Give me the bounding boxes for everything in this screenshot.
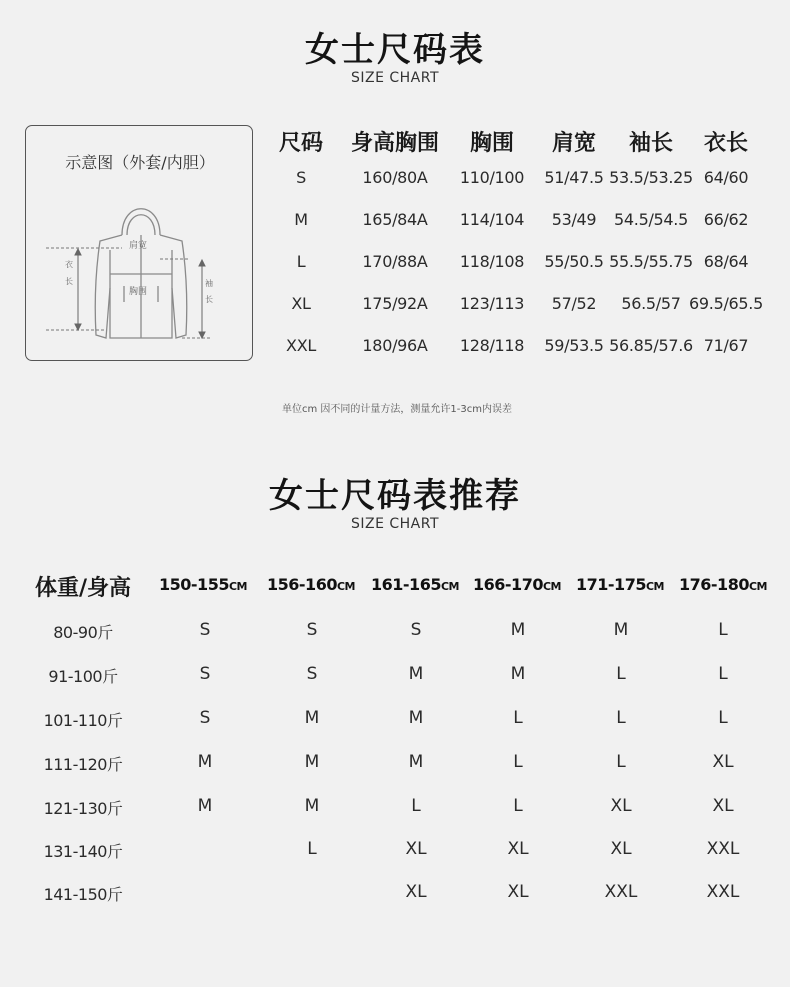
table-cell: L <box>513 752 523 772</box>
table-cell: M <box>197 796 213 816</box>
table-cell: 56.85/57.6 <box>609 336 693 355</box>
table-cell: M <box>613 620 629 640</box>
table-cell: L <box>411 796 421 816</box>
height-header: 150-155CM <box>159 575 247 594</box>
table-cell: M <box>408 708 424 728</box>
shoulder-label: 肩宽 <box>129 241 148 251</box>
weight-row-label: 121-130斤 <box>43 799 123 818</box>
height-header: 166-170CM <box>473 575 561 594</box>
table-cell: M <box>197 752 213 772</box>
table-cell: XL <box>405 882 427 902</box>
length-label-top: 衣 <box>65 260 73 269</box>
recommend-title: 女士尺码表推荐 <box>269 476 521 516</box>
weight-row-label: 91-100斤 <box>48 667 118 686</box>
table-cell: L <box>718 708 728 728</box>
table-cell: L <box>296 252 306 271</box>
table-cell: 114/104 <box>459 210 525 229</box>
table-cell: M <box>304 796 320 816</box>
table-cell: XL <box>610 796 632 816</box>
table-cell: 55/50.5 <box>544 252 604 271</box>
table-cell: L <box>513 796 523 816</box>
table-cell: XL <box>712 796 734 816</box>
table-cell: 51/47.5 <box>544 168 604 187</box>
size-chart-title: 女士尺码表 <box>305 30 485 70</box>
table-cell: L <box>616 708 626 728</box>
table-cell: 54.5/54.5 <box>614 210 688 229</box>
height-header: 171-175CM <box>576 575 664 594</box>
jacket-diagram <box>25 125 253 361</box>
col-header-shoulder: 肩宽 <box>551 131 597 156</box>
weight-row-label: 80-90斤 <box>53 623 113 642</box>
chest-label: 胸围 <box>129 287 148 297</box>
height-header: 156-160CM <box>267 575 355 594</box>
table-cell: 53.5/53.25 <box>609 168 693 187</box>
table-cell: XL <box>405 839 427 859</box>
sleeve-label-top: 袖 <box>205 279 213 288</box>
measurement-note: 单位cm 因不同的计量方法，测量允许1-3cm内误差 <box>282 404 512 415</box>
weight-row-label: 131-140斤 <box>43 842 123 861</box>
table-cell: M <box>510 664 526 684</box>
table-cell: XL <box>712 752 734 772</box>
table-cell: 57/52 <box>551 294 597 313</box>
table-cell: M <box>294 210 308 229</box>
col-header-length: 衣长 <box>703 131 749 156</box>
table-cell: 59/53.5 <box>544 336 604 355</box>
weight-row-label: 101-110斤 <box>43 711 123 730</box>
table-cell: 160/80A <box>362 168 428 187</box>
diagram-title: 示意图（外套/内胆） <box>65 153 215 172</box>
table-cell: 71/67 <box>703 336 749 355</box>
table-cell: S <box>410 620 422 640</box>
table-cell: M <box>304 708 320 728</box>
table-cell: 66/62 <box>703 210 749 229</box>
table-cell: L <box>307 839 317 859</box>
col-header-height-chest: 身高胸围 <box>350 131 440 156</box>
table-cell: S <box>296 168 306 187</box>
table-cell: 64/60 <box>703 168 749 187</box>
col-header-size: 尺码 <box>278 131 324 156</box>
table-cell: S <box>199 620 211 640</box>
table-cell: L <box>718 620 728 640</box>
weight-height-header: 体重/身高 <box>34 576 132 601</box>
table-cell: XL <box>610 839 632 859</box>
table-cell: M <box>510 620 526 640</box>
jacket-sketch-icon <box>26 178 254 358</box>
table-cell: 56.5/57 <box>621 294 681 313</box>
recommend-subtitle: SIZE CHART <box>350 516 440 532</box>
table-cell: S <box>199 708 211 728</box>
table-cell: XXL <box>706 839 740 859</box>
weight-row-label: 111-120斤 <box>43 755 123 774</box>
table-cell: 53/49 <box>551 210 597 229</box>
table-cell: XL <box>507 839 529 859</box>
sleeve-label-bottom: 长 <box>205 295 213 304</box>
height-header: 161-165CM <box>371 575 459 594</box>
col-header-sleeve: 袖长 <box>628 131 674 156</box>
table-cell: XL <box>291 294 311 313</box>
table-cell: S <box>306 664 318 684</box>
table-cell: 123/113 <box>459 294 525 313</box>
table-cell: L <box>616 752 626 772</box>
table-cell: 110/100 <box>459 168 525 187</box>
col-header-chest: 胸围 <box>469 131 515 156</box>
table-cell: XXL <box>706 882 740 902</box>
table-cell: 69.5/65.5 <box>689 294 763 313</box>
length-label-bottom: 长 <box>65 277 73 286</box>
table-cell: S <box>199 664 211 684</box>
table-cell: L <box>718 664 728 684</box>
table-cell: 128/118 <box>459 336 525 355</box>
table-cell: 68/64 <box>703 252 749 271</box>
table-cell: 180/96A <box>362 336 428 355</box>
table-cell: XXL <box>286 336 316 355</box>
table-cell: 175/92A <box>362 294 428 313</box>
table-cell: 118/108 <box>459 252 525 271</box>
table-cell: 55.5/55.75 <box>609 252 693 271</box>
size-chart-subtitle: SIZE CHART <box>350 70 440 86</box>
table-cell: XXL <box>604 882 638 902</box>
table-cell: M <box>408 664 424 684</box>
weight-row-label: 141-150斤 <box>43 885 123 904</box>
height-header: 176-180CM <box>679 575 767 594</box>
table-cell: 165/84A <box>362 210 428 229</box>
table-cell: M <box>304 752 320 772</box>
table-cell: 170/88A <box>362 252 428 271</box>
table-cell: L <box>616 664 626 684</box>
table-cell: M <box>408 752 424 772</box>
table-cell: L <box>513 708 523 728</box>
table-cell: XL <box>507 882 529 902</box>
table-cell: S <box>306 620 318 640</box>
